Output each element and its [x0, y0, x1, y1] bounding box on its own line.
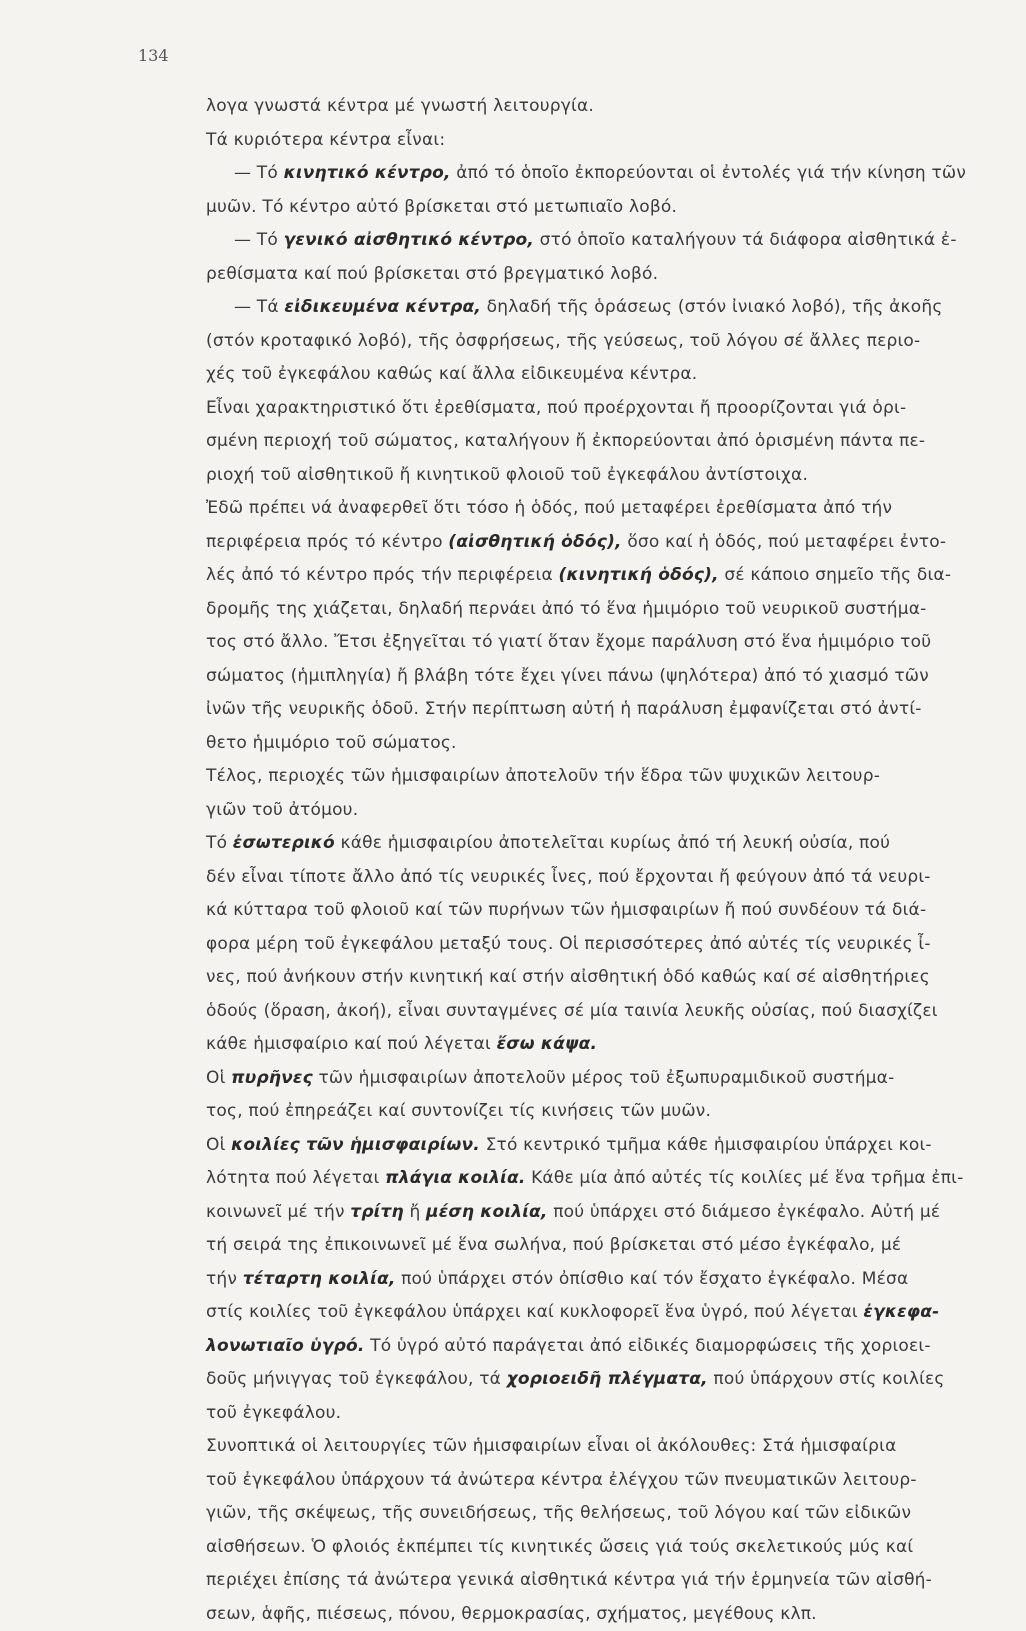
text-line [206, 1397, 1026, 1431]
text-line [206, 1263, 1026, 1297]
text-line [206, 827, 1026, 861]
text-span: λές ἀπό τό κέντρο πρός τήν περιφέρεια [206, 565, 558, 585]
text-line [206, 191, 1026, 225]
text-span: τή σειρά της ἐπικοινωνεῖ μέ ἕνα σωλήνα, πού βρίσκεται στό μέσο ἐγκέφαλο, μέ [206, 1235, 901, 1255]
text-span: χές τοῦ ἐγκεφάλου καθώς καί ἄλλα εἰδικευμένα κέντρα. [206, 364, 697, 384]
text-line [206, 626, 1026, 660]
text-span: ἀπό τό ὁποῖο ἐκπορεύονται οἱ ἐντολές γιά τήν κίνηση τῶν [451, 163, 966, 183]
text-line [206, 727, 1026, 761]
text-line [206, 459, 1026, 493]
text-span: δέν εἶναι τίποτε ἄλλο ἀπό τίς νευρικές ἶνες, πού ἔρχονται ἤ φεύγουν ἀπό τά νευρι- [206, 867, 931, 887]
text-span: Εἶναι χαρακτηριστικό ὅτι ἐρεθίσματα, πού προέρχονται ἤ προορίζονται γιά ὁρι- [206, 398, 906, 418]
text-line [206, 492, 1026, 526]
text-span: στό ὁποῖο καταλήγουν τά διάφορα αἰσθητικά ἐ- [534, 230, 957, 250]
text-span: πού ὑπάρχουν στίς κοιλίες [708, 1369, 945, 1389]
text-span: σεων, ἁφῆς, πιέσεως, πόνου, θερμοκρασίας, σχήματος, μεγέθους κλπ. [206, 1604, 817, 1624]
text-line [206, 760, 1026, 794]
text-line [206, 1062, 1026, 1096]
text-span: ὁδούς (ὅραση, ἀκοή), εἶναι συνταγμένες σέ μία ταινία λευκῆς οὐσίας, πού διασχίζει [206, 1001, 938, 1021]
emphasized-term: κινητικό κέντρο, [284, 163, 451, 183]
emphasized-term: τρίτη [350, 1202, 404, 1222]
emphasized-term: κοιλίες τῶν ἡμισφαιρίων. [231, 1135, 480, 1155]
text-line [206, 1229, 1026, 1263]
emphasized-term: ἐσωτερικό [233, 833, 335, 853]
emphasized-term: ἔσω κάψα. [497, 1034, 598, 1054]
emphasized-term: μέση κοιλία, [426, 1202, 548, 1222]
text-span: ριοχή τοῦ αἰσθητικοῦ ἤ κινητικοῦ φλοιοῦ τοῦ ἐγκεφάλου ἀντίστοιχα. [206, 465, 808, 485]
text-span: νες, πού ἀνήκουν στήν κινητική καί στήν αἰσθητική ὁδό καθώς καί σέ αἰσθητήριες [206, 967, 930, 987]
text-span: γιῶν τοῦ ἀτόμου. [206, 800, 358, 820]
text-span: Οἱ [206, 1068, 231, 1088]
text-line [206, 291, 1026, 325]
text-line [206, 1095, 1026, 1129]
emphasized-term: εἰδικευμένα κέντρα, [284, 297, 481, 317]
text-span: τήν [206, 1269, 243, 1289]
text-span: πού ὑπάρχει στόν ὀπίσθιο καί τόν ἔσχατο ἐγκέφαλο. Μέσα [396, 1269, 909, 1289]
text-line [206, 794, 1026, 828]
text-line [206, 1296, 1026, 1330]
text-span: ρεθίσματα καί πού βρίσκεται στό βρεγματικό λοβό. [206, 264, 658, 284]
text-span: Ἐδῶ πρέπει νά ἀναφερθεῖ ὅτι τόσο ἡ ὁδός, πού μεταφέρει ἐρεθίσματα ἀπό τήν [206, 498, 892, 518]
text-span: σέ κάποιο σημεῖο τῆς δια- [719, 565, 951, 585]
body-text [206, 90, 1026, 1631]
text-line [206, 157, 1026, 191]
text-line [206, 1129, 1026, 1163]
text-span: Τό ὑγρό αὐτό παράγεται ἀπό εἰδικές διαμορφώσεις τῆς χοριοει- [365, 1336, 931, 1356]
text-span: δρομῆς της χιάζεται, δηλαδή περνάει ἀπό τό ἕνα ἡμιμόριο τοῦ νευρικοῦ συστήμα- [206, 599, 927, 619]
text-line [206, 258, 1026, 292]
text-span: Οἱ [206, 1135, 231, 1155]
text-line [206, 425, 1026, 459]
text-span: τοῦ ἐγκεφάλου. [206, 1403, 341, 1423]
text-line [206, 526, 1026, 560]
text-span: — Τά [234, 297, 284, 317]
text-line [206, 325, 1026, 359]
text-line [206, 90, 1026, 124]
text-line [206, 1497, 1026, 1531]
text-line [206, 660, 1026, 694]
emphasized-term: (κινητική ὁδός), [558, 565, 718, 585]
emphasized-term: χοριοειδῆ πλέγματα, [507, 1369, 708, 1389]
text-span: τοῦ ἐγκεφάλου ὑπάρχουν τά ἀνώτερα κέντρα ἐλέγχου τῶν πνευματικῶν λειτουρ- [206, 1470, 917, 1490]
text-line [206, 1430, 1026, 1464]
text-span: φορα μέρη τοῦ ἐγκεφάλου μεταξύ τους. Οἱ περισσότερες ἀπό αὐτές τίς νευρικές ἶ- [206, 934, 931, 954]
text-span: κοινωνεῖ μέ τήν [206, 1202, 350, 1222]
text-span: σμένη περιοχή τοῦ σώματος, καταλήγουν ἤ ἐκπορεύονται ἀπό ὁρισμένη πάντα πε- [206, 431, 925, 451]
text-line [206, 1028, 1026, 1062]
text-line [206, 995, 1026, 1029]
text-line [206, 1363, 1026, 1397]
emphasized-term: πυρῆνες [231, 1068, 313, 1088]
emphasized-term: γενικό αἰσθητικό κέντρο, [284, 230, 534, 250]
text-span: κάθε ἡμισφαιρίου ἀποτελεῖται κυρίως ἀπό τή λευκή οὐσία, πού [335, 833, 890, 853]
text-span: τος στό ἄλλο. Ἔτσι ἐξηγεῖται τό γιατί ὅταν ἔχομε παράλυση στό ἕνα ἡμιμόριο τοῦ [206, 632, 931, 652]
text-line [206, 1330, 1026, 1364]
text-line [206, 559, 1026, 593]
text-span: τος, πού ἐπηρεάζει καί συντονίζει τίς κινήσεις τῶν μυῶν. [206, 1101, 711, 1121]
text-line [206, 1162, 1026, 1196]
text-span: σώματος (ἡμιπληγία) ἤ βλάβη τότε ἔχει γίνει πάνω (ψηλότερα) ἀπό τό χιασμό τῶν [206, 666, 929, 686]
text-line [206, 1564, 1026, 1598]
emphasized-term: τέταρτη κοιλία, [243, 1269, 396, 1289]
text-line [206, 1531, 1026, 1565]
text-span: (στόν κροταφικό λοβό), τῆς ὀσφρήσεως, τῆς γεύσεως, τοῦ λόγου σέ ἄλλες περιο- [206, 331, 920, 351]
text-line [206, 1196, 1026, 1230]
text-line [206, 1464, 1026, 1498]
text-span: Τό [206, 833, 233, 853]
text-span: αἰσθήσεων. Ὁ φλοιός ἐκπέμπει τίς κινητικές ὤσεις γιά τούς σκελετικούς μύς καί [206, 1537, 913, 1557]
text-span: Συνοπτικά οἱ λειτουργίες τῶν ἡμισφαιρίων εἶναι οἱ ἀκόλουθες: Στά ἡμισφαίρια [206, 1436, 896, 1456]
text-span: περιέχει ἐπίσης τά ἀνώτερα γενικά αἰσθητικά κέντρα γιά τήν ἑρμηνεία τῶν αἰσθή- [206, 1570, 932, 1590]
text-span: — Τό [234, 163, 284, 183]
text-line [206, 224, 1026, 258]
text-span: περιφέρεια πρός τό κέντρο [206, 532, 448, 552]
emphasized-term: (αἰσθητική ὁδός), [448, 532, 621, 552]
emphasized-term: ἐγκεφα- [863, 1302, 939, 1322]
emphasized-term: λονωτιαῖο ὑγρό. [206, 1336, 365, 1356]
text-line [206, 693, 1026, 727]
text-span: Στό κεντρικό τμῆμα κάθε ἡμισφαιρίου ὑπάρχει κοι- [480, 1135, 932, 1155]
page-number: 134 [138, 46, 169, 65]
text-span: — Τό [234, 230, 284, 250]
text-span: Τέλος, περιοχές τῶν ἡμισφαιρίων ἀποτελοῦν τήν ἕδρα τῶν ψυχικῶν λειτουρ- [206, 766, 880, 786]
text-span: στίς κοιλίες τοῦ ἐγκεφάλου ὑπάρχει καί κυκλοφορεῖ ἕνα ὑγρό, πού λέγεται [206, 1302, 863, 1322]
text-span: λότητα πού λέγεται [206, 1168, 385, 1188]
text-span: λογα γνωστά κέντρα μέ γνωστή λειτουργία. [206, 96, 594, 116]
text-span: κάθε ἡμισφαίριο καί πού λέγεται [206, 1034, 497, 1054]
text-span: γιῶν, τῆς σκέψεως, τῆς συνειδήσεως, τῆς θελήσεως, τοῦ λόγου καί τῶν εἰδικῶν [206, 1503, 911, 1523]
text-span: κά κύτταρα τοῦ φλοιοῦ καί τῶν πυρήνων τῶν ἡμισφαιρίων ἤ πού συνδέουν τά διά- [206, 900, 926, 920]
text-span: ἰνῶν τῆς νευρικῆς ὁδοῦ. Στήν περίπτωση αὐτή ἡ παράλυση ἐμφανίζεται στό ἀντί- [206, 699, 922, 719]
text-span: Τά κυριότερα κέντρα εἶναι: [206, 130, 445, 150]
text-line [206, 392, 1026, 426]
text-line [206, 861, 1026, 895]
text-span: δηλαδή τῆς ὁράσεως (στόν ἰνιακό λοβό), τῆς ἀκοῆς [481, 297, 943, 317]
text-line [206, 1598, 1026, 1631]
text-span: τῶν ἡμισφαιρίων ἀποτελοῦν μέρος τοῦ ἐξωπυραμιδικοῦ συστήμα- [313, 1068, 895, 1088]
text-span: Κάθε μία ἀπό αὐτές τίς κοιλίες μέ ἕνα τρῆμα ἐπι- [525, 1168, 963, 1188]
text-span: θετο ἡμιμόριο τοῦ σώματος. [206, 733, 457, 753]
text-span: μυῶν. Τό κέντρο αὐτό βρίσκεται στό μετωπιαῖο λοβό. [206, 197, 677, 217]
text-line [206, 961, 1026, 995]
text-span: δοῦς μήνιγγας τοῦ ἐγκεφάλου, τά [206, 1369, 507, 1389]
text-span: ἤ [404, 1202, 426, 1222]
emphasized-term: πλάγια κοιλία. [385, 1168, 525, 1188]
text-line [206, 928, 1026, 962]
text-line [206, 593, 1026, 627]
text-line [206, 894, 1026, 928]
text-span: ὅσο καί ἡ ὁδός, πού μεταφέρει ἐντο- [622, 532, 946, 552]
text-span: πού ὑπάρχει στό διάμεσο ἐγκέφαλο. Αὐτή μέ [548, 1202, 941, 1222]
text-line [206, 358, 1026, 392]
text-line [206, 124, 1026, 158]
